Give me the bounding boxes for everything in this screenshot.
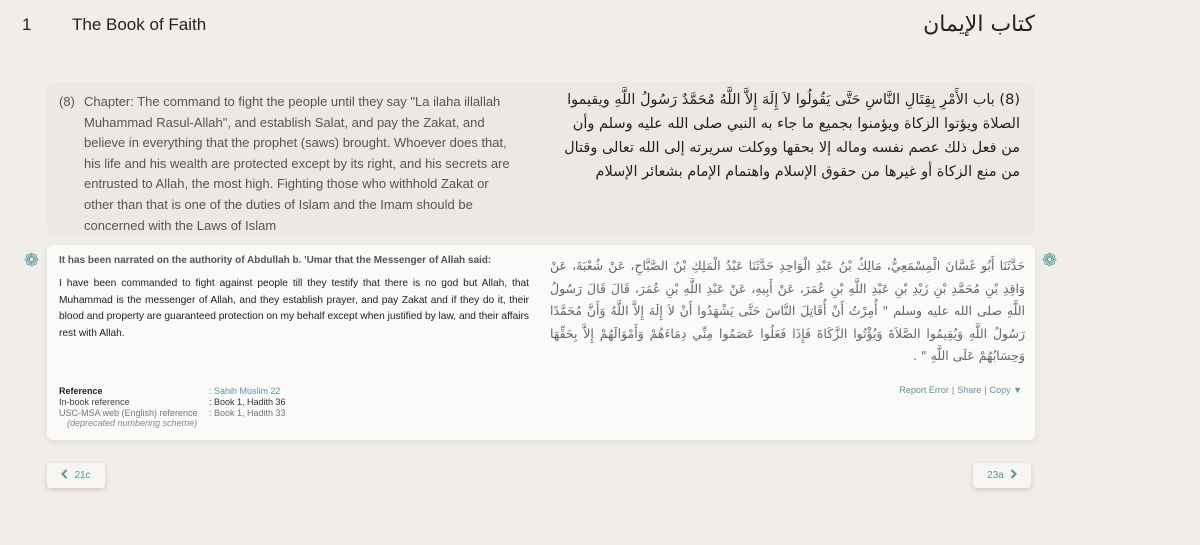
usc-reference-value: : Book 1, Hadith 33 <box>209 407 286 418</box>
inbook-reference-row <box>59 397 286 408</box>
ornament-icon: ❁ <box>1042 250 1058 270</box>
chapter-title-arabic: (8) باب الأَمْرِ بِقِتَالِ النَّاسِ حَتَّى يَقُولُوا لاَ إِلَهَ إِلاَّ اللَّهُ مُحَمَّدٌ رَسُولُ اللَّهِ ويقيموا الصلاة ويؤتوا الزكاة ويؤمنوا بجميع ما جاء به النبي صلى الله عليه وسلم وأن من فعل ذلك عصم نفسه وماله إلا بحقها ووكلت سريرته إلى الله تعالى وقتال من منع الزكاة أو غيرها من حقوق الإسلام واهتمام الإمام بشعائر الإسلام <box>564 92 1020 180</box>
reference-label: Reference <box>59 386 103 396</box>
reference-link[interactable]: : Sahih Muslim 22 <box>209 386 281 396</box>
report-error-link[interactable]: Report Error <box>899 385 949 395</box>
chapter-english <box>59 92 519 236</box>
chapter-title-english: Chapter: The command to fight the people until they say "La ilaha illallah Muhammad Rasul-Allah", and establish Salat, and pay the Zakat, and believe in everything that the prophet (saws) brought. Whoever does that, his life and his wealth are protected except by its right, and his secrets are entrusted to Allah, the most high. Fighting those who withhold Zakat or other than that is one of the duties of Islam and the Imam should be concerned with the Laws of Islam <box>84 94 510 233</box>
previous-hadith-button[interactable] <box>47 463 105 488</box>
inbook-reference-label: In-book reference <box>59 396 130 407</box>
hadith-actions <box>899 385 1022 395</box>
copy-dropdown[interactable]: Copy ▼ <box>989 385 1022 395</box>
next-hadith-label: 23a <box>987 470 1004 481</box>
deprecated-note: (deprecated numbering scheme) <box>67 418 198 429</box>
action-separator: | <box>984 385 987 395</box>
hadith-container <box>47 245 1035 440</box>
book-title-english: The Book of Faith <box>72 15 207 34</box>
book-title-arabic: كتاب الإيمان <box>923 12 1035 37</box>
hadith-narrator: It has been narrated on the authority of Abdullah b. 'Umar that the Messenger of Allah said: <box>59 255 492 266</box>
usc-reference-row <box>59 408 286 419</box>
action-separator: | <box>951 385 955 395</box>
ornament-icon: ❁ <box>24 250 40 270</box>
chapter-heading <box>47 82 1035 235</box>
chevron-left-icon <box>61 469 68 482</box>
hadith-text-english: I have been commanded to fight against people till they testify that there is no god but Allah, that Muhammad is the messenger of Allah, and they establish prayer, and pay Zakat and if they do it, their blood and property are guaranteed protection on my behalf except when justified by law, and their affairs rest with Allah. <box>59 278 529 339</box>
book-number: 1 <box>22 15 32 34</box>
inbook-reference-value: : Book 1, Hadith 36 <box>209 396 286 407</box>
chapter-number: (8) <box>59 94 75 109</box>
reference-row <box>59 386 286 397</box>
next-hadith-button[interactable] <box>973 463 1031 488</box>
usc-reference-label: USC-MSA web (English) reference <box>59 407 198 418</box>
chevron-right-icon <box>1010 469 1017 482</box>
book-header <box>0 0 1200 60</box>
reference-table <box>59 386 286 429</box>
share-link[interactable]: Share <box>957 385 982 395</box>
hadith-text-arabic: حَدَّثَنَا أَبُو غَسَّانَ الْمِسْمَعِيُّ، مَالِكُ بْنُ عَبْدِ الْوَاحِدِ حَدَّثَنَا عَبْدُ الْمَلِكِ بْنُ الصَّبَّاحِ، عَنْ شُعْبَةَ، عَنْ وَاقِدِ بْنِ مُحَمَّدِ بْنِ زَيْدِ بْنِ عَبْدِ اللَّهِ بْنِ عُمَرَ، عَنْ أَبِيهِ، عَنْ عَبْدِ اللَّهِ بْنِ عُمَرَ، قَالَ قَالَ رَسُولُ اللَّهِ صلى الله عليه وسلم " أُمِرْتُ أَنْ أُقَاتِلَ النَّاسَ حَتَّى يَشْهَدُوا أَنْ لاَ إِلَهَ إِلاَّ اللَّهُ وَأَنَّ مُحَمَّدًا رَسُولُ اللَّهِ وَيُقِيمُوا الصَّلاَةَ وَيُؤْتُوا الزَّكَاةَ فَإِذَا فَعَلُوا عَصَمُوا مِنِّي دِمَاءَهُمْ وَأَمْوَالَهُمْ إِلاَّ بِحَقِّهَا وَحِسَابُهُمْ عَلَى اللَّهِ " . <box>550 258 1025 363</box>
previous-hadith-label: 21c <box>74 470 91 481</box>
